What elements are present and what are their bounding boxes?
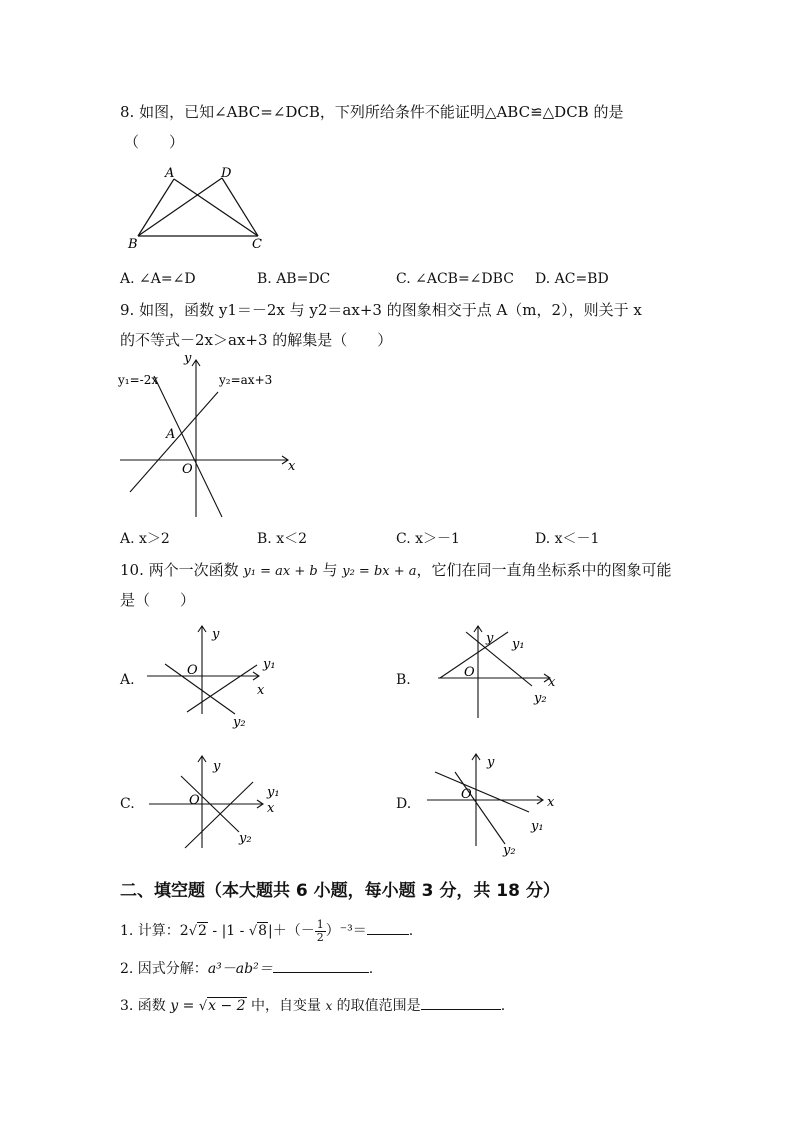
q10-a-x-label: x [257, 683, 265, 698]
q10-c-x-label: x [267, 801, 275, 816]
fill-q2-prefix: 2. 因式分解： [120, 961, 208, 977]
q10-b-y-label: y [486, 631, 494, 646]
q10-option-d-letter: D. [396, 796, 412, 812]
q10-b-origin-label: O [464, 665, 475, 680]
q10-b-y2-label: y₂ [534, 691, 547, 706]
fill-q1-fraction [315, 919, 326, 944]
q9-y-axis-label: y [184, 351, 192, 366]
fill-q3-radicand: x − 2 [208, 998, 246, 1014]
q9-line-2: 的不等式－2x＞ax+3 的解集是（ ） [120, 331, 393, 349]
q10-line1-mid: 与 [317, 561, 343, 579]
q10-d-origin-label: O [461, 787, 472, 802]
fill-q1-answer-blank[interactable] [367, 918, 409, 935]
fill-q1-radicand-1: 2 [198, 923, 207, 939]
q10-d-y1-label: y₁ [531, 819, 544, 834]
section-2-heading: 二、填空题（本大题共 6 小题，每小题 3 分，共 18 分） [120, 881, 560, 901]
q8-option-a: A. ∠A=∠D [120, 271, 196, 287]
fill-q1-fraction-denominator: 2 [316, 930, 324, 944]
q8-label-a: A [165, 166, 175, 181]
q10-y2-expression: y₂ = bx + a [342, 564, 417, 579]
fill-q3-mid: 中，自变量 [246, 998, 326, 1014]
q8-answer-paren: （ ） [124, 133, 185, 151]
fill-q1-prefix: 1. 计算：2 [120, 923, 189, 939]
q9-point-a-label: A [166, 427, 176, 442]
q8-label-c: C [252, 237, 262, 252]
q10-a-y2-label: y₂ [233, 715, 246, 730]
fill-q3-prefix: 3. 函数 [120, 998, 171, 1014]
q10-a-y-label: y [212, 627, 220, 642]
q10-line1-prefix: 10. 两个一次函数 [120, 561, 244, 579]
q8-label-d: D [221, 166, 232, 181]
q10-c-origin-label: O [189, 793, 200, 808]
q8-label-b: B [128, 237, 138, 252]
fill-q1-radicand-2: 8 [258, 923, 268, 939]
fill-q1: 1. 计算：2√2 - |1 - √8|＋（－ $\frac{1}{2}$ ）⁻³＝ . [120, 917, 414, 944]
q9-option-a: A. x＞2 [120, 531, 170, 547]
fill-q2-answer-blank[interactable] [273, 956, 369, 973]
q9-line-1: 9. 如图，函数 y1＝－2x 与 y2＝ax+3 的图象相交于点 A（m，2），则关于 x [120, 301, 642, 319]
q10-graph-d [425, 750, 575, 860]
q9-option-b: B. x＜2 [257, 531, 307, 547]
q10-c-y2-label: y₂ [239, 831, 252, 846]
q10-b-y1-label: y₁ [512, 637, 525, 652]
fill-q1-mid-1: - |1 - [207, 923, 249, 939]
q10-c-y-label: y [213, 759, 221, 774]
q10-option-a-letter: A. [120, 672, 135, 688]
q10-b-x-label: x [548, 675, 556, 690]
q10-graph-a [145, 622, 285, 732]
fill-q3-end: . [500, 998, 506, 1014]
q8-figure [125, 163, 275, 253]
q9-option-d: D. x＜－1 [535, 531, 600, 547]
fill-q1-fraction-numerator: 1 [316, 917, 324, 931]
q10-graph-c [145, 752, 285, 857]
q10-d-x-label: x [547, 795, 555, 810]
q10-c-y1-label: y₁ [267, 785, 280, 800]
fill-q1-end: . [408, 923, 414, 939]
fill-q3-post: 的取值范围是 [332, 998, 421, 1014]
q10-d-y2-label: y₂ [503, 843, 516, 858]
q9-y1-label: y₁=-2x [118, 373, 159, 387]
q10-d-y-label: y [487, 755, 495, 770]
q10-option-c-letter: C. [120, 796, 135, 812]
q10-a-y1-label: y₁ [263, 657, 276, 672]
fill-q3-x: x [325, 999, 333, 1013]
q9-figure [118, 352, 298, 522]
q8-stem: 8. 如图，已知∠ABC=∠DCB，下列所给条件不能证明△ABC≌△DCB 的是 [120, 103, 624, 121]
fill-q3-y: y = [170, 998, 199, 1014]
fill-q2-expression: a³－ab²＝ [207, 961, 273, 977]
q10-a-origin-label: O [187, 663, 198, 678]
fill-q1-exponent: ）⁻³＝ [325, 923, 367, 939]
fill-q2 [120, 956, 373, 979]
q9-x-axis-label: x [288, 459, 296, 474]
q9-option-c: C. x＞－1 [396, 531, 460, 547]
q10-line-1 [120, 560, 672, 582]
q10-line-2: 是（ ） [120, 591, 196, 609]
q8-option-d: D. AC=BD [535, 271, 609, 287]
q10-graph-b [422, 622, 572, 732]
q10-option-b-letter: B. [396, 672, 411, 688]
q8-option-c: C. ∠ACB=∠DBC [396, 271, 514, 287]
fill-q3-answer-blank[interactable] [421, 993, 501, 1010]
q9-origin-label: O [182, 462, 193, 477]
q10-y1-expression: y₁ = ax + b [243, 564, 318, 579]
q8-option-b: B. AB=DC [257, 271, 331, 287]
q10-line1-suffix: ，它们在同一直角坐标系中的图象可能 [416, 561, 672, 579]
fill-q3: 3. 函数 y = √x − 2 中，自变量 x 的取值范围是 . [120, 993, 505, 1018]
fill-q1-mid-2: |＋（－ [268, 923, 315, 939]
fill-q2-end: . [368, 961, 374, 977]
q9-y2-label: y₂=ax+3 [219, 373, 273, 387]
